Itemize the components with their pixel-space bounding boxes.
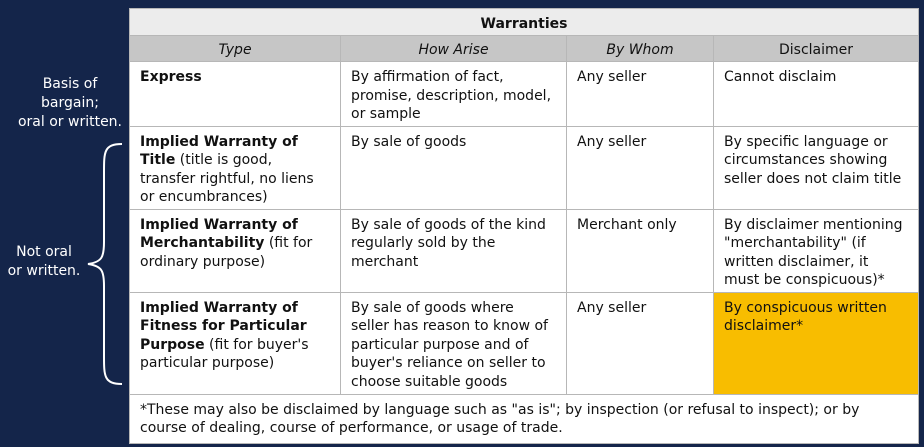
by-whom-cell: Any seller (567, 292, 714, 394)
not-oral-label: Not oral or written. (7, 244, 81, 279)
how-arise-cell: By affirmation of fact, promise, description, model, or sample (341, 62, 567, 127)
type-name: Implied Warranty of Fitness for Particular Purpose (140, 299, 307, 353)
by-whom-cell: Any seller (567, 62, 714, 127)
table-row (130, 292, 919, 394)
disclaimer-cell: By specific language or circumstances showing seller does not claim title (714, 126, 919, 209)
type-name: Implied Warranty of Title (140, 133, 298, 168)
warranties-table (129, 8, 919, 444)
by-whom-cell: Any seller (567, 126, 714, 209)
type-cell (130, 126, 341, 209)
curly-brace-icon (82, 142, 128, 387)
warranties-table-container (129, 8, 918, 444)
type-cell (130, 62, 341, 127)
type-description: (fit for buyer's particular purpose) (140, 336, 309, 371)
header-how-arise: How Arise (341, 36, 567, 62)
type-description: (title is good, transfer rightful, no liens or encumbrances) (140, 152, 314, 205)
basis-of-bargain-label: Basis of bargain; oral or written. (17, 76, 123, 130)
how-arise-cell: By sale of goods where seller has reason to know of particular purpose and of buyer's reliance on seller to choose suitable goods (341, 292, 567, 394)
type-cell (130, 292, 341, 394)
footnote-row (130, 394, 919, 443)
header-disclaimer: Disclaimer (714, 36, 919, 62)
disclaimer-cell-highlighted: By conspicuous written disclaimer* (714, 292, 919, 394)
how-arise-cell: By sale of goods of the kind regularly sold by the merchant (341, 209, 567, 292)
by-whom-cell: Merchant only (567, 209, 714, 292)
table-row (130, 126, 919, 209)
table-row (130, 62, 919, 127)
header-type: Type (130, 36, 341, 62)
table-title: Warranties (130, 9, 919, 36)
type-description: (fit for ordinary purpose) (140, 235, 313, 270)
how-arise-cell: By sale of goods (341, 126, 567, 209)
type-cell (130, 209, 341, 292)
table-row (130, 209, 919, 292)
table-title-row (130, 9, 919, 36)
disclaimer-cell: By disclaimer mentioning "merchantability" (if written disclaimer, it must be conspicuous)* (714, 209, 919, 292)
type-name: Implied Warranty of Merchantability (140, 216, 298, 251)
footnote: *These may also be disclaimed by language such as "as is"; by inspection (or refusal to inspect); or by course of dealing, course of performance, or usage of trade. (130, 394, 919, 443)
header-by-whom: By Whom (567, 36, 714, 62)
disclaimer-cell: Cannot disclaim (714, 62, 919, 127)
table-header-row (130, 36, 919, 62)
type-name: Express (140, 69, 202, 85)
